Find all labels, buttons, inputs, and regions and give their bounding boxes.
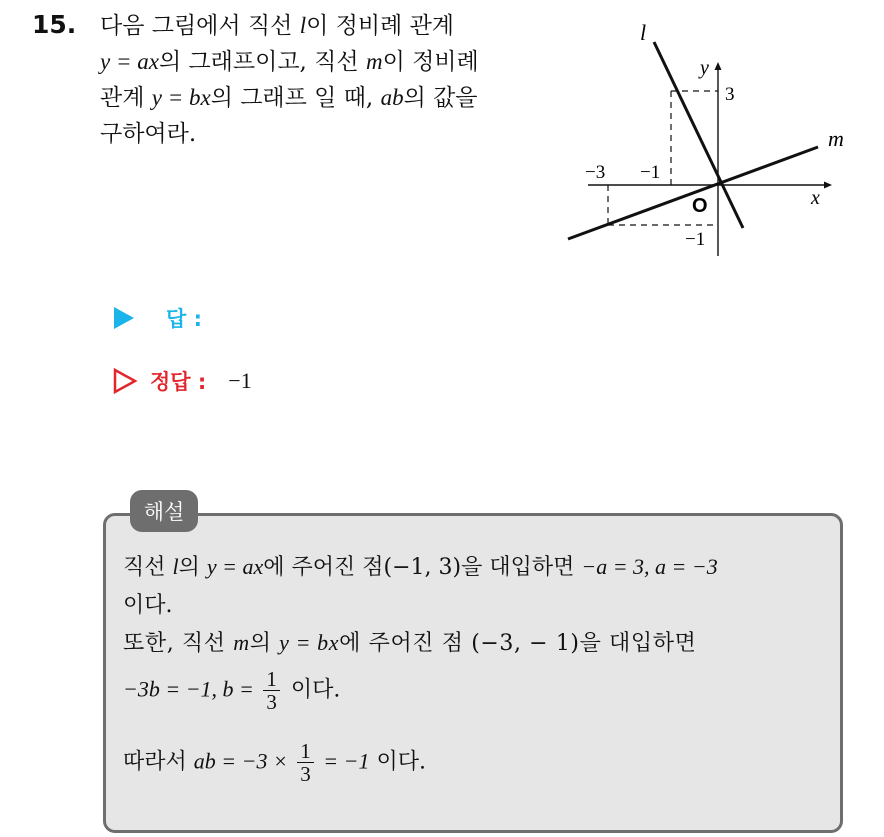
solution-line-3: 또한, 직선 m의 y = bx에 주어진 점 (−3, − 1)을 대입하면 bbox=[123, 630, 697, 656]
coordinate-graph bbox=[560, 18, 860, 258]
answer-row bbox=[112, 303, 202, 333]
y-axis-label: y bbox=[700, 57, 709, 79]
correct-answer-label: 정답 : bbox=[150, 370, 207, 394]
solution-line-2: 이다. bbox=[123, 593, 173, 618]
solution-tab: 해설 bbox=[130, 490, 198, 532]
tick-label-xneg1: −1 bbox=[640, 162, 661, 183]
solution-line-4: −3b = −1, b = $\frac{1}{3}$ 이다. bbox=[123, 667, 341, 714]
solution-line-1: 직선 l의 y = ax에 주어진 점(−1, 3)을 대입하면 −a = 3, a = −3 bbox=[123, 554, 718, 580]
line-l-label: l bbox=[640, 20, 647, 45]
correct-answer-row bbox=[112, 366, 252, 396]
problem-line: 관계 y = bx의 그래프 일 때, ab의 값을 bbox=[100, 85, 478, 111]
answer-label: 답 : bbox=[166, 307, 202, 331]
problem-text bbox=[100, 8, 540, 152]
tick-label-xneg3: −3 bbox=[585, 162, 606, 183]
problem-line: 다음 그림에서 직선 l이 정비례 관계 bbox=[100, 13, 455, 39]
tick-label-y3: 3 bbox=[725, 84, 735, 105]
solution-line-5: 따라서 ab = −3 × $\frac{1}{3}$ = −1 이다. bbox=[123, 739, 426, 786]
correct-answer-value: −1 bbox=[228, 368, 252, 393]
problem-number: 15. bbox=[32, 10, 77, 39]
x-axis-label: x bbox=[811, 187, 820, 209]
y-axis-arrow-icon bbox=[715, 62, 722, 70]
tick-label-yneg1: −1 bbox=[685, 229, 706, 250]
origin-label: O bbox=[692, 195, 708, 217]
fraction: $\frac{1}{3}$ bbox=[297, 740, 314, 785]
problem-line: y = ax의 그래프이고, 직선 m이 정비례 bbox=[100, 49, 479, 75]
line-m-label: m bbox=[828, 126, 844, 151]
fraction: $\frac{1}{3}$ bbox=[263, 668, 280, 713]
play-triangle-icon bbox=[112, 305, 136, 331]
line-m bbox=[568, 147, 818, 239]
x-axis-arrow-icon bbox=[824, 182, 832, 189]
outline-triangle-icon bbox=[112, 367, 138, 395]
problem-line: 구하여라. bbox=[100, 121, 197, 147]
